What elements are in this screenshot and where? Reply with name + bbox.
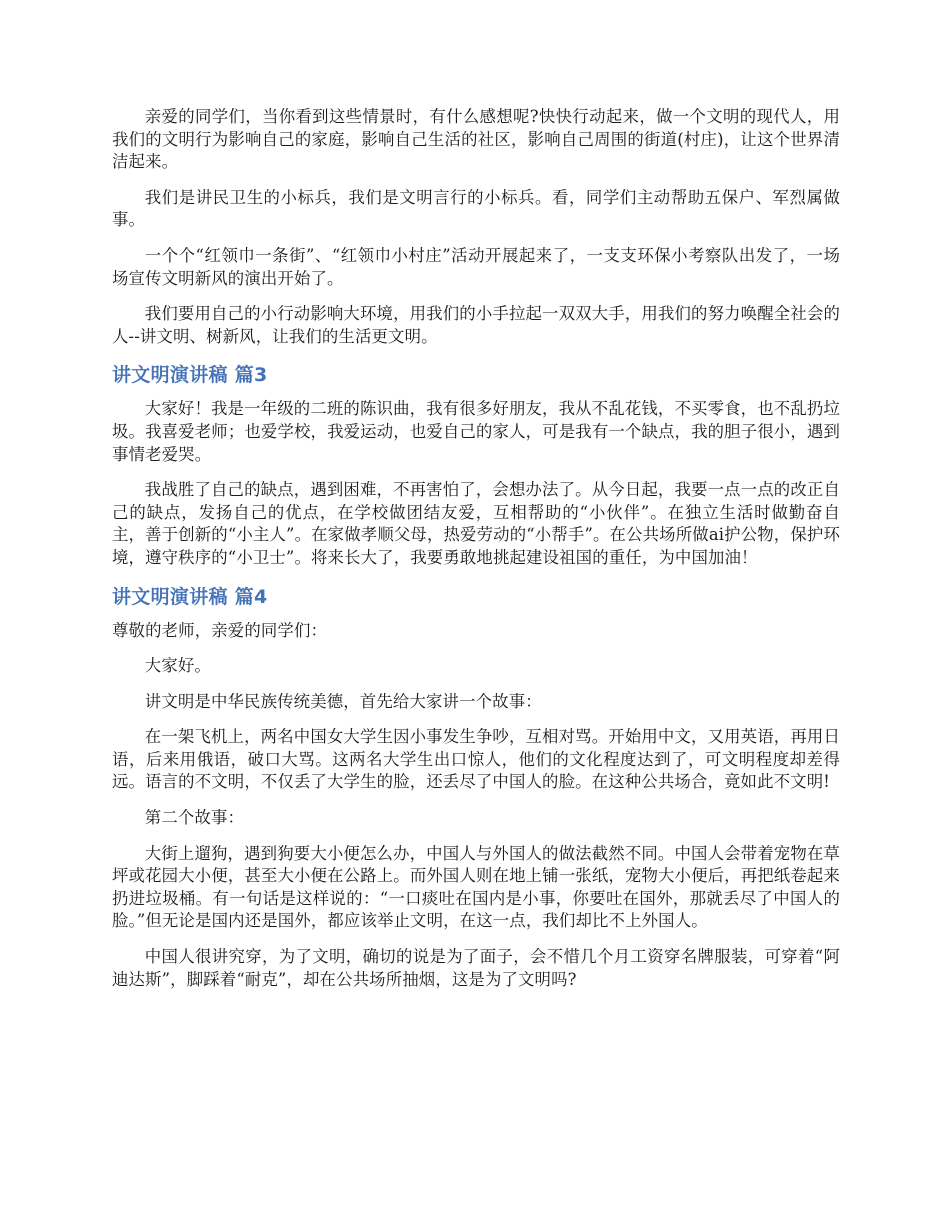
section-heading-3: 讲文明演讲稿 篇3 bbox=[112, 364, 268, 387]
paragraph: 一个个“红领巾一条街”、“红领巾小村庄”活动开展起来了，一支支环保小考察队出发了，一场场宣传文明新风的演出开始了。 bbox=[112, 245, 840, 288]
document-page bbox=[112, 106, 840, 1004]
paragraph: 我们要用自己的小行动影响大环境，用我们的小手拉起一双双大手，用我们的努力唤醒全社会的人--讲文明、树新风，让我们的生活更文明。 bbox=[112, 304, 840, 346]
paragraph: 我战胜了自己的缺点，遇到困难，不再害怕了，会想办法了。从今日起，我要一点一点的改正自己的缺点，发扬自己的优点，在学校做团结友爱，互相帮助的“小伙伴”。在独立生活时做勤奋自主，善于创新的“小主人”。在家做孝顺父母，热爱劳动的“小帮手”。在公共场所做ai护公物，保护环境，遵守秩序的“小卫士”。将来长大了，我要勇敢地挑起建设祖国的重任，为中国加油！ bbox=[112, 480, 840, 567]
paragraph: 中国人很讲究穿，为了文明，确切的说是为了面子，会不惜几个月工资穿名牌服装，可穿着“阿迪达斯”，脚踩着“耐克”，却在公共场所抽烟，这是为了文明吗? bbox=[112, 947, 840, 989]
paragraph: 我们是讲民卫生的小标兵，我们是文明言行的小标兵。看，同学们主动帮助五保户、军烈属做事。 bbox=[112, 187, 840, 230]
paragraph: 大街上遛狗，遇到狗要大小便怎么办，中国人与外国人的做法截然不同。中国人会带着宠物在草坪或花园大小便，甚至大小便在公路上。而外国人则在地上铺一张纸，宠物大小便后，再把纸卷起来扔进垃圾桶。有一句话是这样说的：“一口痰吐在国内是小事，你要吐在国外，那就丢尽了中国人的脸。”但无论是国内还是国外，都应该举止文明，在这一点，我们却比不上外国人。 bbox=[112, 843, 840, 931]
paragraph: 在一架飞机上，两名中国女大学生因小事发生争吵，互相对骂。开始用中文，又用英语，再用日语，后来用俄语，破口大骂。这两名大学生出口惊人，他们的文化程度达到了，可文明程度却差得远。语言的不文明，不仅丢了大学生的脸，还丢尽了中国人的脸。在这种公共场合，竟如此不文明! bbox=[112, 727, 840, 792]
paragraph: 第二个故事： bbox=[144, 808, 245, 828]
paragraph: 讲文明是中华民族传统美德，首先给大家讲一个故事： bbox=[144, 691, 542, 711]
salutation: 尊敬的老师，亲爱的同学们： bbox=[112, 620, 328, 640]
paragraph: 大家好。 bbox=[144, 656, 211, 676]
paragraph: 大家好！我是一年级的二班的陈识曲，我有很多好朋友，我从不乱花钱，不买零食，也不乱扔垃圾。我喜爱老师；也爱学校，我爱运动，也爱自己的家人，可是我有一个缺点，我的胆子很小，遇到事情老爱哭。 bbox=[112, 399, 840, 464]
section-heading-4: 讲文明演讲稿 篇4 bbox=[112, 585, 268, 608]
paragraph: 亲爱的同学们，当你看到这些情景时，有什么感想呢?快快行动起来，做一个文明的现代人，用我们的文明行为影响自己的家庭，影响自己生活的社区，影响自己周围的街道(村庄)，让这个世界清洁起来。 bbox=[112, 107, 840, 172]
